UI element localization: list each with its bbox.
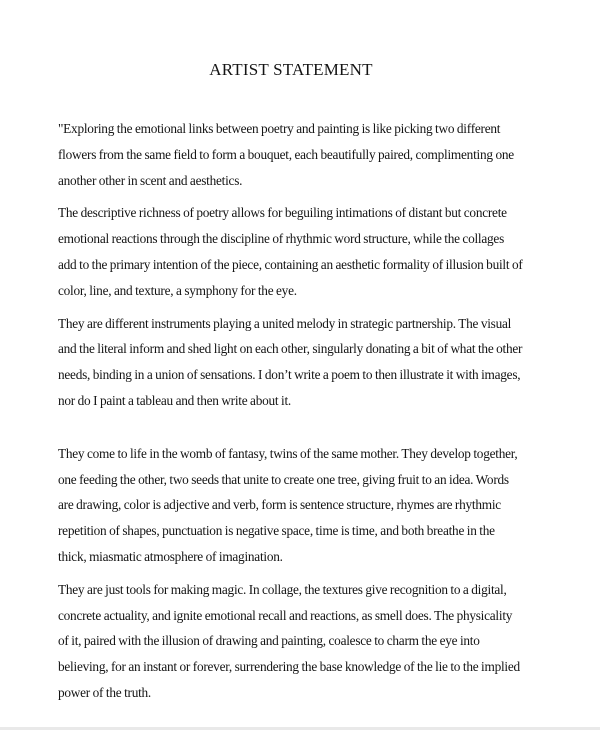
page-title: ARTIST STATEMENT [209,60,373,79]
paragraph-1: "Exploring the emotional links between poetry and painting is like picking two different flowers from the same field to form a bouquet, each beautifully paired, complimenting one another other in scent and aesthetics. [58,121,514,188]
paragraph-4: They come to life in the womb of fantasy, twins of the same mother. They develop together, one feeding the other, two seeds that unite to create one tree, giving fruit to an idea. Words are drawing, color is adjective and verb, form is sentence structure, rhymes are rhythmic repetition of shapes, punctuation is negative space, time is time, and both breathe in the thick, miasmatic atmosphere of imagination. [58,445,518,564]
paragraph-3: They are different instruments playing a united melody in strategic partnership. The visual and the literal inform and shed light on each other, singularly donating a bit of what the other needs, binding in a union of sensations. I don’t write a poem to then illustrate it with images, nor do I paint a tableau and then write about it. [58,315,523,408]
statement-body [58,116,524,706]
paragraph-2: The descriptive richness of poetry allows for beguiling intimations of distant but concrete emotional reactions through the discipline of rhythmic word structure, while the collages add to the primary intention of the piece, containing an aesthetic formality of illusion built of color, line, and texture, a symphony for the eye. [58,205,523,298]
paragraph-5: They are just tools for making magic. In collage, the textures give recognition to a digital, concrete actuality, and ignite emotional recall and reactions, as smell does. The physicality of it, paired with the illusion of drawing and painting, coalesce to charm the eye into believing, for an instant or forever, surrendering the base knowledge of the lie to the implied power of the truth. [58,581,520,700]
